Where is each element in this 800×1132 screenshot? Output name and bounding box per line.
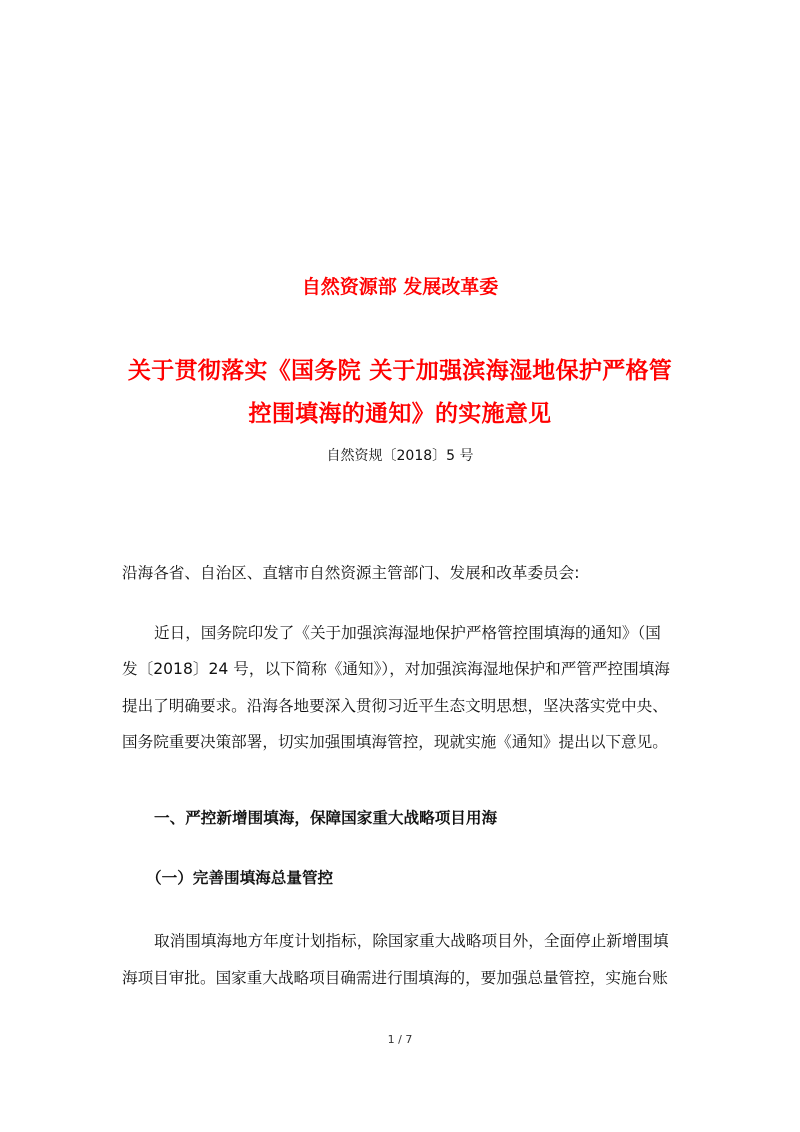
salutation: 沿海各省、自治区、直辖市自然资源主管部门、发展和改革委员会: <box>122 564 580 582</box>
section-heading: 一、严控新增围填海，保障国家重大战略项目用海 <box>154 809 498 827</box>
intro-line: 近日，国务院印发了《关于加强滨海湿地保护严格管控围填海的通知》（国 <box>154 624 661 642</box>
paragraph-line: 海项目审批。国家重大战略项目确需进行围填海的，要加强总量管控，实施台账 <box>122 969 668 987</box>
intro-line: 发〔2018〕24 号，以下简称《通知》），对加强滨海湿地保护和严管严控围填海 <box>122 660 670 678</box>
subsection-heading: （一）完善围填海总量管控 <box>146 869 334 887</box>
issuing-agencies: 自然资源部 发展改革委 <box>301 276 499 298</box>
document-title-line-1: 关于贯彻落实《国务院 关于加强滨海湿地保护严格管 <box>127 358 673 384</box>
document-title-line-2: 控围填海的通知》的实施意见 <box>248 401 552 427</box>
page-number: 1 / 7 <box>387 1033 413 1046</box>
document-number: 自然资规〔2018〕5 号 <box>326 448 474 464</box>
intro-line: 提出了明确要求。沿海各地要深入贯彻习近平生态文明思想，坚决落实党中央、 <box>122 697 668 715</box>
intro-line: 国务院重要决策部署，切实加强围填海管控，现就实施《通知》提出以下意见。 <box>122 733 668 751</box>
paragraph-line: 取消围填海地方年度计划指标，除国家重大战略项目外，全面停止新增围填 <box>154 932 669 950</box>
